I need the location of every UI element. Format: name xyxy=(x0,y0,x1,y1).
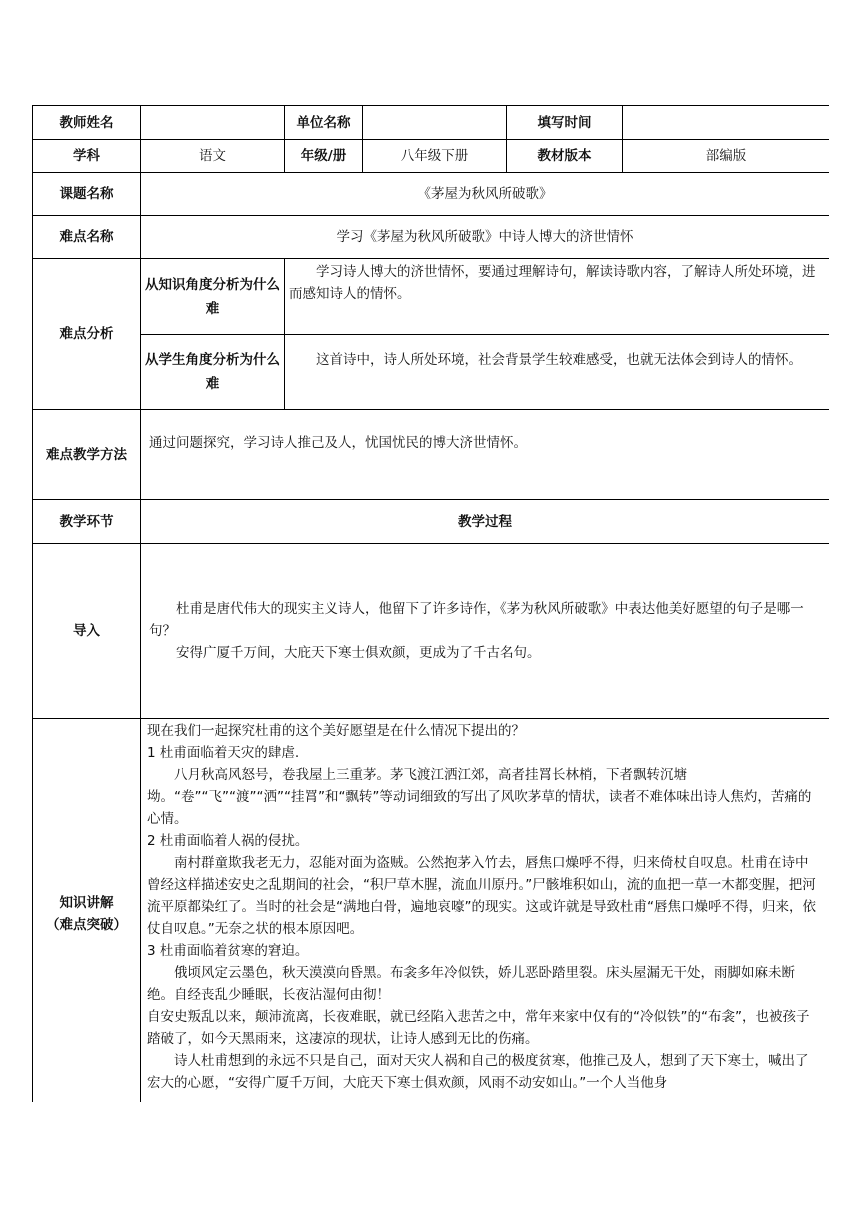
method-row xyxy=(33,410,830,500)
student-angle-label: 从学生角度分析为什么难 xyxy=(141,335,285,410)
knowledge-angle-text: 学习诗人博大的济世情怀，要通过理解诗句，解读诗歌内容，了解诗人所处环境，进而感知诗人的情怀。 xyxy=(289,264,816,302)
knowledge-angle-label: 从知识角度分析为什么难 xyxy=(141,259,285,335)
grade-value: 八年级下册 xyxy=(363,140,507,173)
knowledge-row xyxy=(33,719,830,1103)
topic-row xyxy=(33,173,830,216)
student-angle-text: 这首诗中，诗人所处环境，社会背景学生较难感受，也就无法体会到诗人的情怀。 xyxy=(316,352,802,368)
knowledge-label-cell xyxy=(33,719,141,1103)
knowledge-sublabel: （难点突破） xyxy=(46,916,127,933)
intro-paragraph-1: 杜甫是唐代伟大的现实主义诗人，他留下了许多诗作，《茅为秋风所破歌》中表达他美好愿望的句子是哪一句？ xyxy=(149,601,804,639)
grade-label: 年级/册 xyxy=(285,140,363,173)
difficulty-label: 难点名称 xyxy=(33,216,141,259)
knowledge-point-3-poem: 俄顷风定云墨色，秋天漠漠向昏黑。布衾多年冷似铁，娇儿恶卧踏里裂。床头屋漏无干处，雨脚如麻未断绝。自经丧乱少睡眠，长夜沾湿何由彻！ xyxy=(147,965,795,1003)
topic-label: 课题名称 xyxy=(33,173,141,216)
edition-label: 教材版本 xyxy=(507,140,623,173)
analysis-row-knowledge xyxy=(33,259,830,335)
student-angle-cell xyxy=(285,335,830,410)
knowledge-question: 现在我们一起探究杜甫的这个美好愿望是在什么情况下提出的？ xyxy=(147,723,525,739)
process-header: 教学过程 xyxy=(141,500,830,544)
analysis-row-student xyxy=(33,335,830,410)
lesson-plan-document xyxy=(32,105,829,1102)
teacher-name-value xyxy=(141,106,285,140)
method-cell xyxy=(141,410,830,500)
knowledge-label: 知识讲解 xyxy=(59,894,114,911)
analysis-label: 难点分析 xyxy=(33,259,141,410)
difficulty-value: 学习《茅屋为秋风所破歌》中诗人博大的济世情怀 xyxy=(141,216,830,259)
knowledge-point-2-title: 2 杜甫面临着人祸的侵扰。 xyxy=(147,833,309,849)
edition-value: 部编版 xyxy=(623,140,830,173)
knowledge-point-3-text: 自安史叛乱以来，颠沛流离，长夜难眠，就已经陷入悲苦之中，常年来家中仅有的“冷似铁”的“布衾”，也被孩子踏破了，如今天黑雨来，这凄凉的现状，让诗人感到无比的伤痛。 xyxy=(147,1009,810,1047)
unit-name-label: 单位名称 xyxy=(285,106,363,140)
fill-time-value xyxy=(623,106,830,140)
knowledge-point-1-title: 1 杜甫面临着天灾的肆虐. xyxy=(147,745,300,761)
knowledge-conclusion-text: 诗人杜甫想到的永远不只是自己，面对天灾人祸和自己的极度贫寒，他推己及人，想到了天下寒士，喊出了宏大的心愿，“安得广厦千万间，大庇天下寒士俱欢颜，风雨不动安如山。”一个人当他身 xyxy=(147,1053,809,1091)
knowledge-point-1-text: 八月秋高风怒号，卷我屋上三重茅。茅飞渡江洒江郊，高者挂罥长林梢，下者飘转沉塘坳。“卷”“飞”“渡”“洒”“挂罥”和“飘转”等动词细致的写出了风吹茅草的情状，读者不难体味出诗人焦灼，苦痛的心情。 xyxy=(147,767,812,827)
intro-label: 导入 xyxy=(33,544,141,719)
knowledge-cell xyxy=(141,719,830,1103)
intro-paragraph-2: 安得广厦千万间，大庇天下寒士俱欢颜，更成为了千古名句。 xyxy=(176,645,541,661)
method-text: 通过问题探究，学习诗人推己及人，忧国忧民的博大济世情怀。 xyxy=(149,435,527,451)
subject-label: 学科 xyxy=(33,140,141,173)
process-header-row xyxy=(33,500,830,544)
intro-row xyxy=(33,544,830,719)
knowledge-point-3-title: 3 杜甫面临着贫寒的窘迫。 xyxy=(147,943,309,959)
difficulty-row xyxy=(33,216,830,259)
teacher-name-label: 教师姓名 xyxy=(33,106,141,140)
method-label: 难点教学方法 xyxy=(33,410,141,500)
stage-header: 教学环节 xyxy=(33,500,141,544)
knowledge-point-2-text: 南村群童欺我老无力，忍能对面为盗贼。公然抱茅入竹去，唇焦口燥呼不得，归来倚杖自叹息。杜甫在诗中曾经这样描述安史之乱期间的社会，“积尸草木腥，流血川原丹。”尸骸堆积如山，流的血把一草一木都变腥，把河流平原都染红了。当时的社会是“满地白骨，遍地哀嚎”的现实。这或许就是导致杜甫“唇焦口燥呼不得，归来，依仗自叹息。”无奈之状的根本原因吧。 xyxy=(147,855,816,937)
header-row-1 xyxy=(33,106,830,140)
fill-time-label: 填写时间 xyxy=(507,106,623,140)
header-row-2 xyxy=(33,140,830,173)
unit-name-value xyxy=(363,106,507,140)
topic-value: 《茅屋为秋风所破歌》 xyxy=(141,173,830,216)
intro-cell xyxy=(141,544,830,719)
subject-value: 语文 xyxy=(141,140,285,173)
knowledge-angle-cell xyxy=(285,259,830,335)
lesson-plan-table xyxy=(32,105,829,1102)
